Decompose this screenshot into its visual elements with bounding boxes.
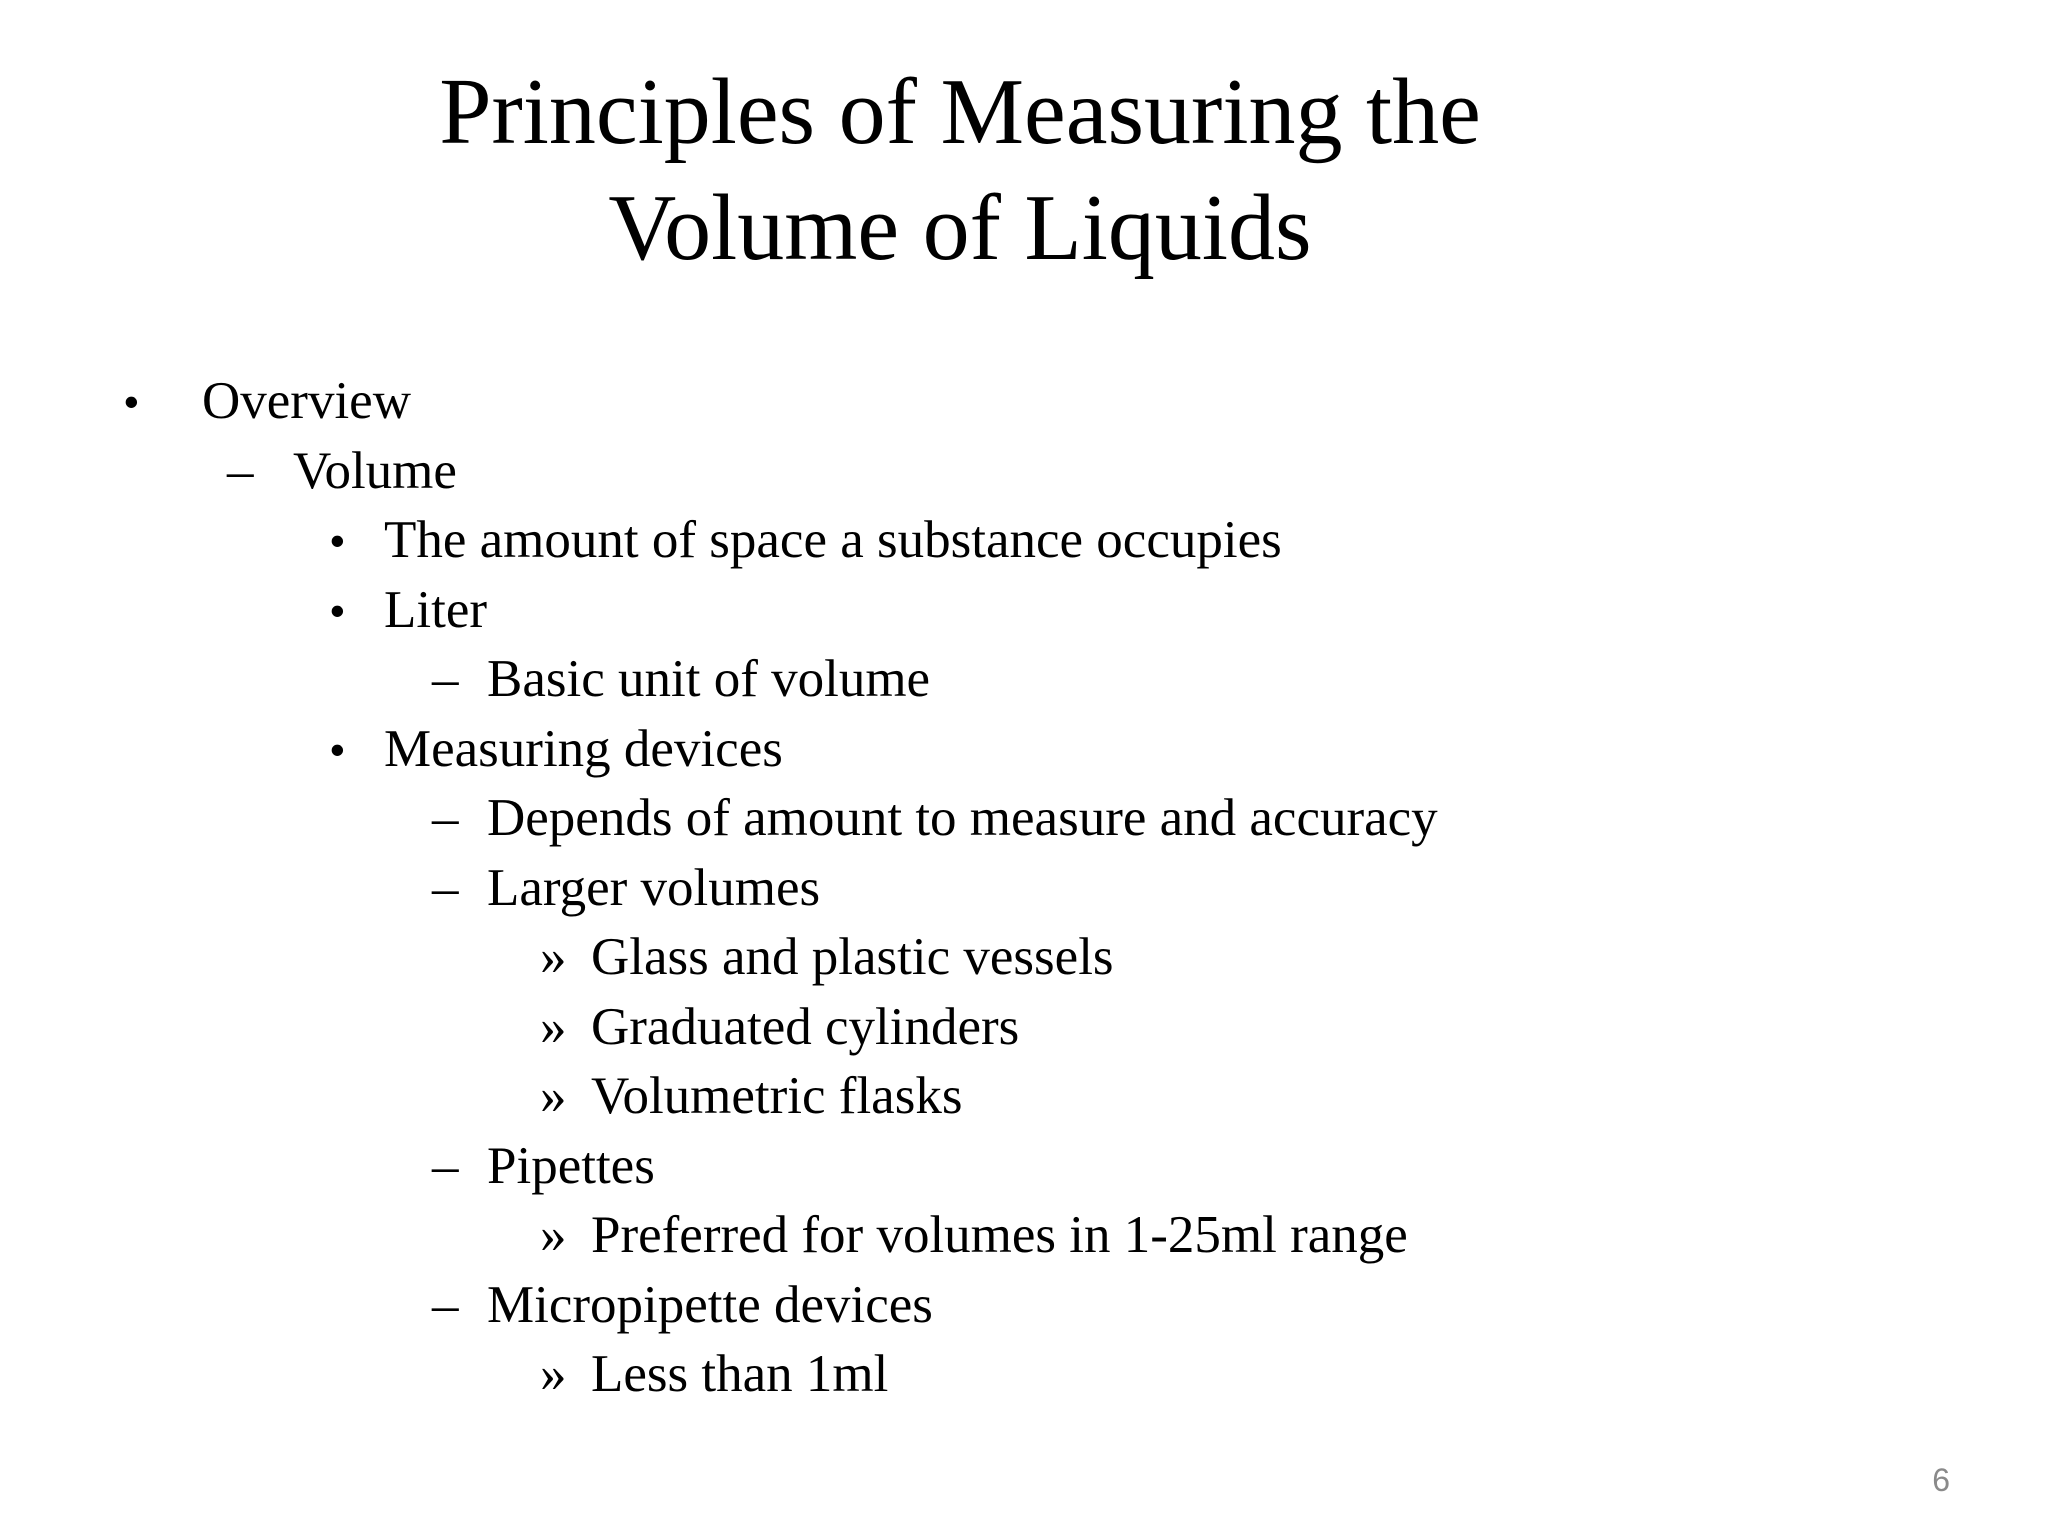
bullet-item-measuring-devices bbox=[0, 715, 2048, 785]
bullet-item-depends bbox=[0, 784, 2048, 854]
bullet-item-volume-definition bbox=[0, 506, 2048, 576]
slide-title bbox=[0, 54, 1920, 286]
bullet-marker: • bbox=[330, 725, 345, 773]
bullet-item-glass-plastic bbox=[0, 923, 2048, 993]
bullet-item-graduated-cylinders bbox=[0, 993, 2048, 1063]
slide-title-line-1: Principles of Measuring the bbox=[439, 60, 1481, 164]
bullet-item-liter bbox=[0, 576, 2048, 646]
bullet-text: Preferred for volumes in 1-25ml range bbox=[591, 1206, 1408, 1264]
bullet-item-preferred-range bbox=[0, 1201, 2048, 1271]
dash-marker: – bbox=[432, 1275, 459, 1334]
guillemet-marker: » bbox=[540, 1067, 567, 1125]
guillemet-marker: » bbox=[540, 1345, 567, 1403]
guillemet-marker: » bbox=[540, 1206, 567, 1264]
bullet-text: Measuring devices bbox=[384, 719, 783, 778]
bullet-text: Overview bbox=[202, 372, 411, 430]
bullet-item-pipettes bbox=[0, 1132, 2048, 1202]
bullet-item-less-than-1ml bbox=[0, 1340, 2048, 1410]
bullet-text: Basic unit of volume bbox=[487, 650, 931, 708]
bullet-item-volume bbox=[0, 437, 2048, 507]
dash-marker: – bbox=[432, 858, 459, 917]
bullet-text: Liter bbox=[384, 580, 487, 639]
bullet-item-overview bbox=[0, 367, 2048, 437]
bullet-marker: • bbox=[330, 586, 345, 634]
bullet-item-micropipette bbox=[0, 1271, 2048, 1341]
bullet-text: Graduated cylinders bbox=[591, 997, 1020, 1056]
bullet-text: The amount of space a substance occupies bbox=[384, 511, 1282, 569]
guillemet-marker: » bbox=[540, 997, 567, 1056]
bullet-text: Volumetric flasks bbox=[591, 1067, 963, 1125]
bullet-text: Less than 1ml bbox=[591, 1345, 889, 1403]
guillemet-marker: » bbox=[540, 928, 567, 986]
bullet-text: Volume bbox=[293, 441, 457, 500]
dash-marker: – bbox=[227, 441, 254, 500]
bullet-text: Micropipette devices bbox=[487, 1275, 933, 1334]
bullet-text: Depends of amount to measure and accuracy bbox=[487, 789, 1438, 847]
bullet-item-volumetric-flasks bbox=[0, 1062, 2048, 1132]
bullet-marker: • bbox=[124, 378, 139, 425]
bullet-text: Larger volumes bbox=[487, 858, 821, 917]
dash-marker: – bbox=[432, 650, 459, 708]
page-number: 6 bbox=[1932, 1462, 1950, 1498]
dash-marker: – bbox=[432, 1136, 459, 1195]
slide-title-line-2: Volume of Liquids bbox=[608, 176, 1312, 280]
bullet-text: Pipettes bbox=[487, 1136, 655, 1195]
bullet-text: Glass and plastic vessels bbox=[591, 928, 1114, 986]
bullet-item-basic-unit bbox=[0, 645, 2048, 715]
bullet-marker: • bbox=[330, 517, 345, 564]
bullet-list bbox=[0, 367, 2048, 1410]
bullet-item-larger-volumes bbox=[0, 854, 2048, 924]
dash-marker: – bbox=[432, 789, 459, 847]
